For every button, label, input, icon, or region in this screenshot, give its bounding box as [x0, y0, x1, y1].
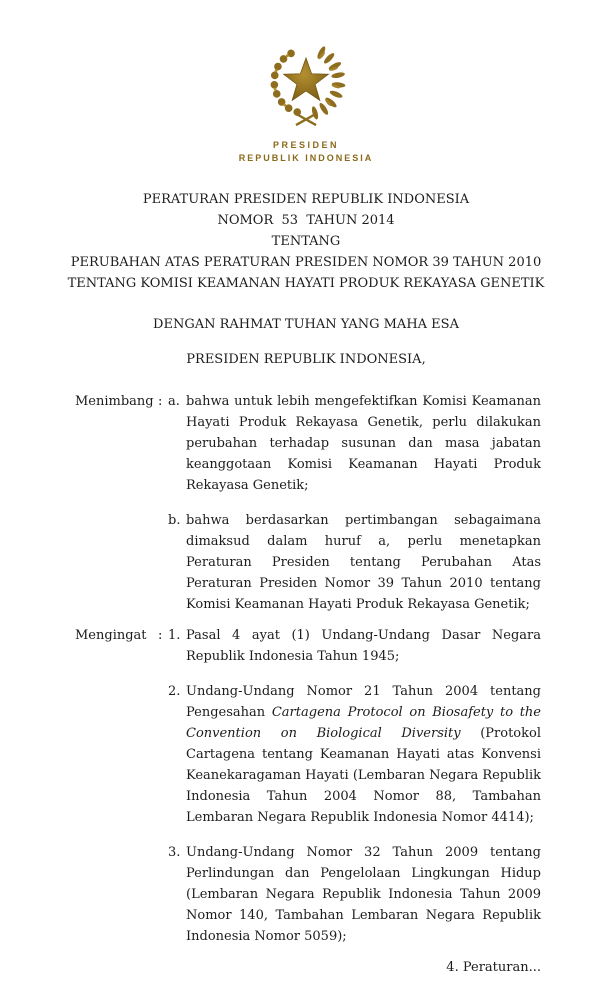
regulation-title — [0, 189, 612, 294]
item-text: bahwa untuk lebih mengefektifkan Komisi Keamanan Hayati Produk Rekayasa Genetik, perlu dilakukan perubahan terhadap susunan dan masa jabatan keanggotaan Komisi Keamanan Hayati Produk Rekayasa Genetik; — [186, 394, 541, 493]
mengingat-item-2 — [168, 681, 541, 828]
presidential-seal — [0, 40, 612, 163]
menimbang-colon: : — [158, 394, 163, 409]
item-text-italic-foreign-title: Cartagena Protocol on Biosafety to the Convention on Biological Diversity — [186, 705, 541, 741]
item-marker: 2. — [168, 684, 181, 699]
letterhead — [0, 140, 612, 163]
item-text-normal: (Protokol Cartagena tentang Keamanan Hayati atas Konvensi Keanekaragaman Hayati (Lembaran Negara Republik Indonesia Tahun 2004 Nomor 88, Tambahan Lembaran Negara Republik Indonesia Nomor 4414); — [186, 726, 542, 825]
item-marker: b. — [168, 513, 181, 528]
item-text — [186, 681, 541, 828]
mengingat-item-3 — [168, 842, 541, 947]
title-line-subject-1: PERUBAHAN ATAS PERATURAN PRESIDEN NOMOR 39 TAHUN 2010 — [70, 255, 542, 270]
menimbang-section — [75, 391, 541, 615]
title-line-tentang: TENTANG — [271, 234, 341, 249]
letterhead-presiden: PRESIDEN — [272, 140, 339, 150]
page-catchword: 4. Peraturan... — [446, 960, 541, 975]
item-marker: 1. — [168, 628, 181, 643]
preamble-clauses — [0, 391, 612, 947]
item-text: Undang-Undang Nomor 32 Tahun 2009 tentang Perlindungan dan Pengelolaan Lingkungan Hidup (Lembaran Negara Republik Indonesia Tahun 2009 Nomor 140, Tambahan Lembaran Negara Republik Indonesia Nomor 5059); — [186, 845, 541, 944]
invocation-line: DENGAN RAHMAT TUHAN YANG MAHA ESA — [153, 317, 459, 332]
letterhead-republik-indonesia: REPUBLIK INDONESIA — [238, 153, 374, 163]
menimbang-item-b — [168, 510, 541, 615]
mengingat-colon: : — [158, 628, 163, 643]
mengingat-items — [168, 625, 541, 947]
menimbang-item-a — [168, 391, 541, 496]
item-marker: a. — [168, 394, 180, 409]
authority-line: PRESIDEN REPUBLIK INDONESIA, — [186, 352, 426, 367]
menimbang-label: Menimbang — [75, 394, 154, 409]
mengingat-item-1 — [168, 625, 541, 667]
title-line-regulation: PERATURAN PRESIDEN REPUBLIK INDONESIA — [142, 192, 470, 207]
mengingat-section — [75, 625, 541, 947]
mengingat-label: Mengingat — [75, 628, 147, 643]
item-marker: 3. — [168, 845, 181, 860]
menimbang-items — [168, 391, 541, 615]
item-text: Pasal 4 ayat (1) Undang-Undang Dasar Negara Republik Indonesia Tahun 1945; — [186, 628, 541, 664]
item-text-normal: Undang-Undang Nomor 21 Tahun 2004 tentang Pengesahan — [186, 684, 541, 720]
star-wreath-emblem-icon — [256, 40, 356, 132]
item-text: bahwa berdasarkan pertimbangan sebagaimana dimaksud dalam huruf a, perlu menetapkan Peraturan Presiden tentang Perubahan Atas Peraturan Presiden Nomor 39 Tahun 2010 tentang Komisi Keamanan Hayati Produk Rekayasa Genetik; — [186, 513, 541, 612]
title-line-subject-2: TENTANG KOMISI KEAMANAN HAYATI PRODUK REKAYASA GENETIK — [67, 276, 545, 291]
title-line-number: NOMOR 53 TAHUN 2014 — [217, 213, 395, 228]
